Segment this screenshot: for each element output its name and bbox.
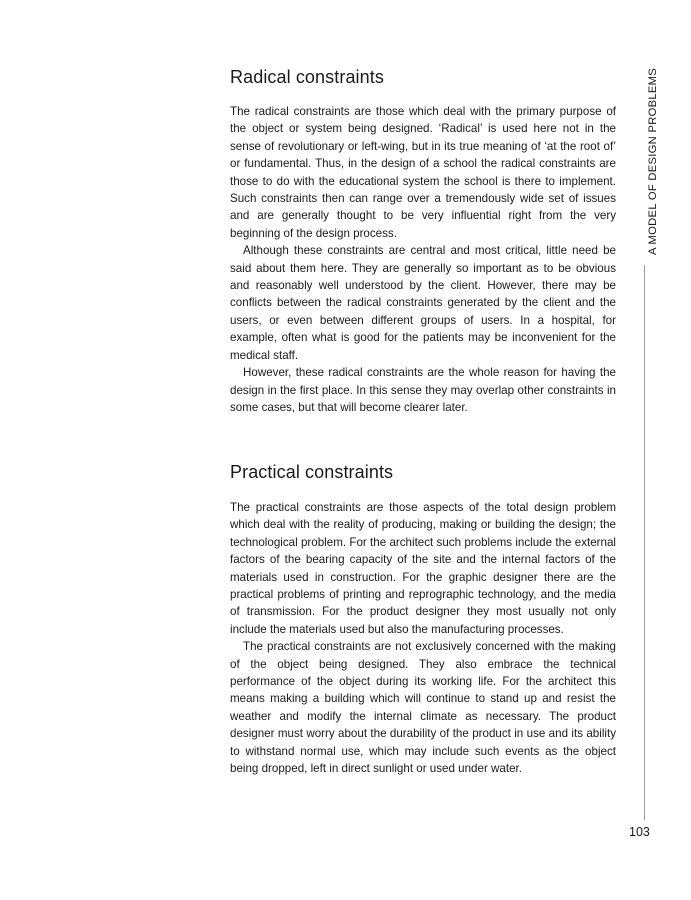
paragraph: The practical constraints are those aspects of the total design problem which deal with the reality of producing, making or building the design; the technological problem. For the architect such problems include the external factors of the bearing capacity of the site and the internal factors of the materials used in construction. For the graphic designer there are the practical problems of printing and reprographic technology, and the media of transmission. For the product designer they most usually not only include the materials used but also the manufacturing processes. bbox=[230, 501, 616, 636]
section-body-radical-constraints bbox=[230, 103, 616, 416]
paragraph: The radical constraints are those which deal with the primary purpose of the object or system being designed. ‘Radical’ is used here not in the sense of revolutionary or left-wing, but in its true meaning of ‘at the root of’ or fundamental. Thus, in the design of a school the radical constraints are those to do with the educational system the school is there to implement. Such constraints then can range over a tremendously wide set of issues and are generally thought to be very influential right from the very beginning of the design process. bbox=[230, 105, 616, 240]
paragraph: The practical constraints are not exclusively concerned with the making of the object being designed. They also embrace the technical performance of the object during its working life. For the architect this means making a building which will continue to stand up and resist the weather and modify the internal climate as necessary. The product designer must worry about the durability of the product in use and its ability to withstand normal use, which may include such events as the object being dropped, left in direct sunlight or used under water. bbox=[230, 640, 616, 776]
page-number: 103 bbox=[629, 825, 650, 839]
paragraph: However, these radical constraints are the whole reason for having the design in the first place. In this sense they may overlap other constraints in some cases, but that will become clearer later. bbox=[230, 366, 616, 414]
running-head: A MODEL OF DESIGN PROBLEMS bbox=[647, 67, 659, 255]
paragraph: Although these constraints are central and most critical, little need be said about them here. They are generally so important as to be obvious and reasonably well understood by the client. However, there may be conflicts between the radical constraints generated by the client and the users, or even between different groups of users. In a hospital, for example, often what is good for the patients may be inconvenient for the medical staff. bbox=[230, 244, 616, 362]
side-rule-divider bbox=[644, 265, 645, 820]
section-heading-practical-constraints: Practical constraints bbox=[230, 462, 394, 482]
section-heading-radical-constraints: Radical constraints bbox=[230, 67, 384, 87]
section-body-practical-constraints bbox=[230, 499, 616, 778]
